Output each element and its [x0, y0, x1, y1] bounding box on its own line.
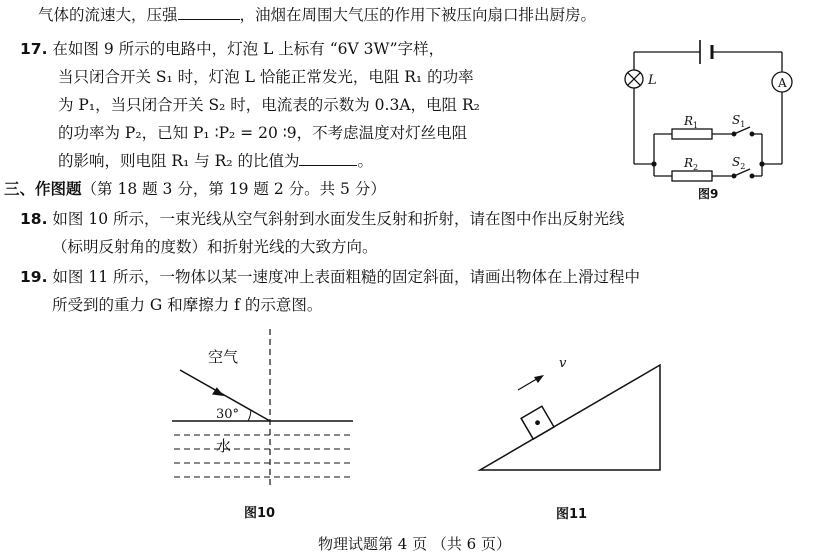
- q17-answer-blank[interactable]: [299, 150, 357, 166]
- q16-tail-pre: 气体的流速大，压强: [38, 6, 178, 24]
- q17-text-5-end: 。: [357, 152, 373, 170]
- q17-line-3: [58, 94, 480, 116]
- q17-text-5: 的影响，则电阻 R₁ 与 R₂ 的比值为: [58, 152, 300, 170]
- q16-tail-line: [38, 4, 596, 26]
- resistor-r2: [672, 171, 712, 181]
- q17-line-2: [58, 66, 474, 88]
- figure-9-caption: 图9: [698, 187, 719, 201]
- figure-9-circuit: [620, 34, 800, 201]
- air-label: 空气: [208, 348, 239, 366]
- q19-text-1: 如图 11 所示，一物体以某一速度冲上表面粗糙的固定斜面，请画出物体在上滑过程中: [52, 268, 640, 286]
- q19-line-1: [20, 266, 640, 288]
- angle-label: 30°: [216, 407, 240, 422]
- q18-line-1: [20, 208, 625, 230]
- q17-text-2: 当只闭合开关 S₁ 时，灯泡 L 恰能正常发光，电阻 R₁ 的功率: [58, 68, 474, 86]
- figure-10-light-diagram: [160, 325, 370, 525]
- q17-text-4: 的功率为 P₂，已知 P₁ ∶P₂ = 20 ∶9，不考虑温度对灯丝电阻: [58, 124, 468, 142]
- resistor-r1: [672, 129, 712, 139]
- q17-line-1: [20, 38, 444, 60]
- figure-10-caption: 图10: [244, 506, 276, 521]
- s2-label: $S_2$: [732, 155, 746, 171]
- q17-number: 17.: [20, 40, 48, 58]
- q18-text-1: 如图 10 所示，一束光线从空气斜射到水面发生反射和折射，请在图中作出反射光线: [52, 210, 625, 228]
- incline-triangle: [480, 365, 660, 470]
- q17-text-3: 为 P₁，当只闭合开关 S₂ 时，电流表的示数为 0.3A，电阻 R₂: [58, 96, 480, 114]
- section-3-points: （第 18 题 3 分，第 19 题 2 分。共 5 分）: [81, 180, 386, 198]
- q19-number: 19.: [20, 268, 48, 286]
- junction-left: [651, 161, 656, 166]
- q18-text-2: （标明反射角的度数）和折射光线的大致方向。: [52, 238, 378, 256]
- q18-number: 18.: [20, 210, 48, 228]
- q17-line-4: [58, 122, 467, 144]
- lamp-label: L: [648, 73, 657, 88]
- q19-line-2: [52, 294, 322, 316]
- section-3-number: 三、: [4, 180, 36, 198]
- q19-text-2: 所受到的重力 G 和摩擦力 f 的示意图。: [52, 296, 323, 314]
- angle-arc: [248, 410, 251, 421]
- s1-label: $S_1$: [732, 113, 746, 129]
- page-footer: 物理试题第 4 页 （共 6 页）: [318, 535, 511, 553]
- ammeter-label: A: [778, 76, 787, 90]
- figure-11-incline-diagram: [470, 355, 680, 555]
- water-label: 水: [216, 437, 232, 455]
- q17-text-1: 在如图 9 所示的电路中，灯泡 L 上标有 “6V 3W”字样，: [52, 40, 445, 58]
- q17-line-5: [58, 150, 373, 172]
- q16-tail-post: ，油烟在周围大气压的作用下被压向扇口排出厨房。: [239, 6, 597, 24]
- block-on-incline: [521, 406, 554, 439]
- r1-label: $R_1$: [684, 114, 699, 130]
- section-3-title: 作图题: [35, 180, 82, 198]
- q18-line-2: [52, 236, 378, 258]
- r2-label: $R_2$: [684, 156, 699, 172]
- velocity-label: v: [559, 356, 567, 371]
- section-3-heading: [4, 178, 386, 200]
- velocity-arrowhead: [534, 375, 544, 383]
- figure-11-caption: 图11: [556, 507, 588, 522]
- q16-answer-blank[interactable]: [178, 4, 240, 20]
- junction-right: [759, 161, 764, 166]
